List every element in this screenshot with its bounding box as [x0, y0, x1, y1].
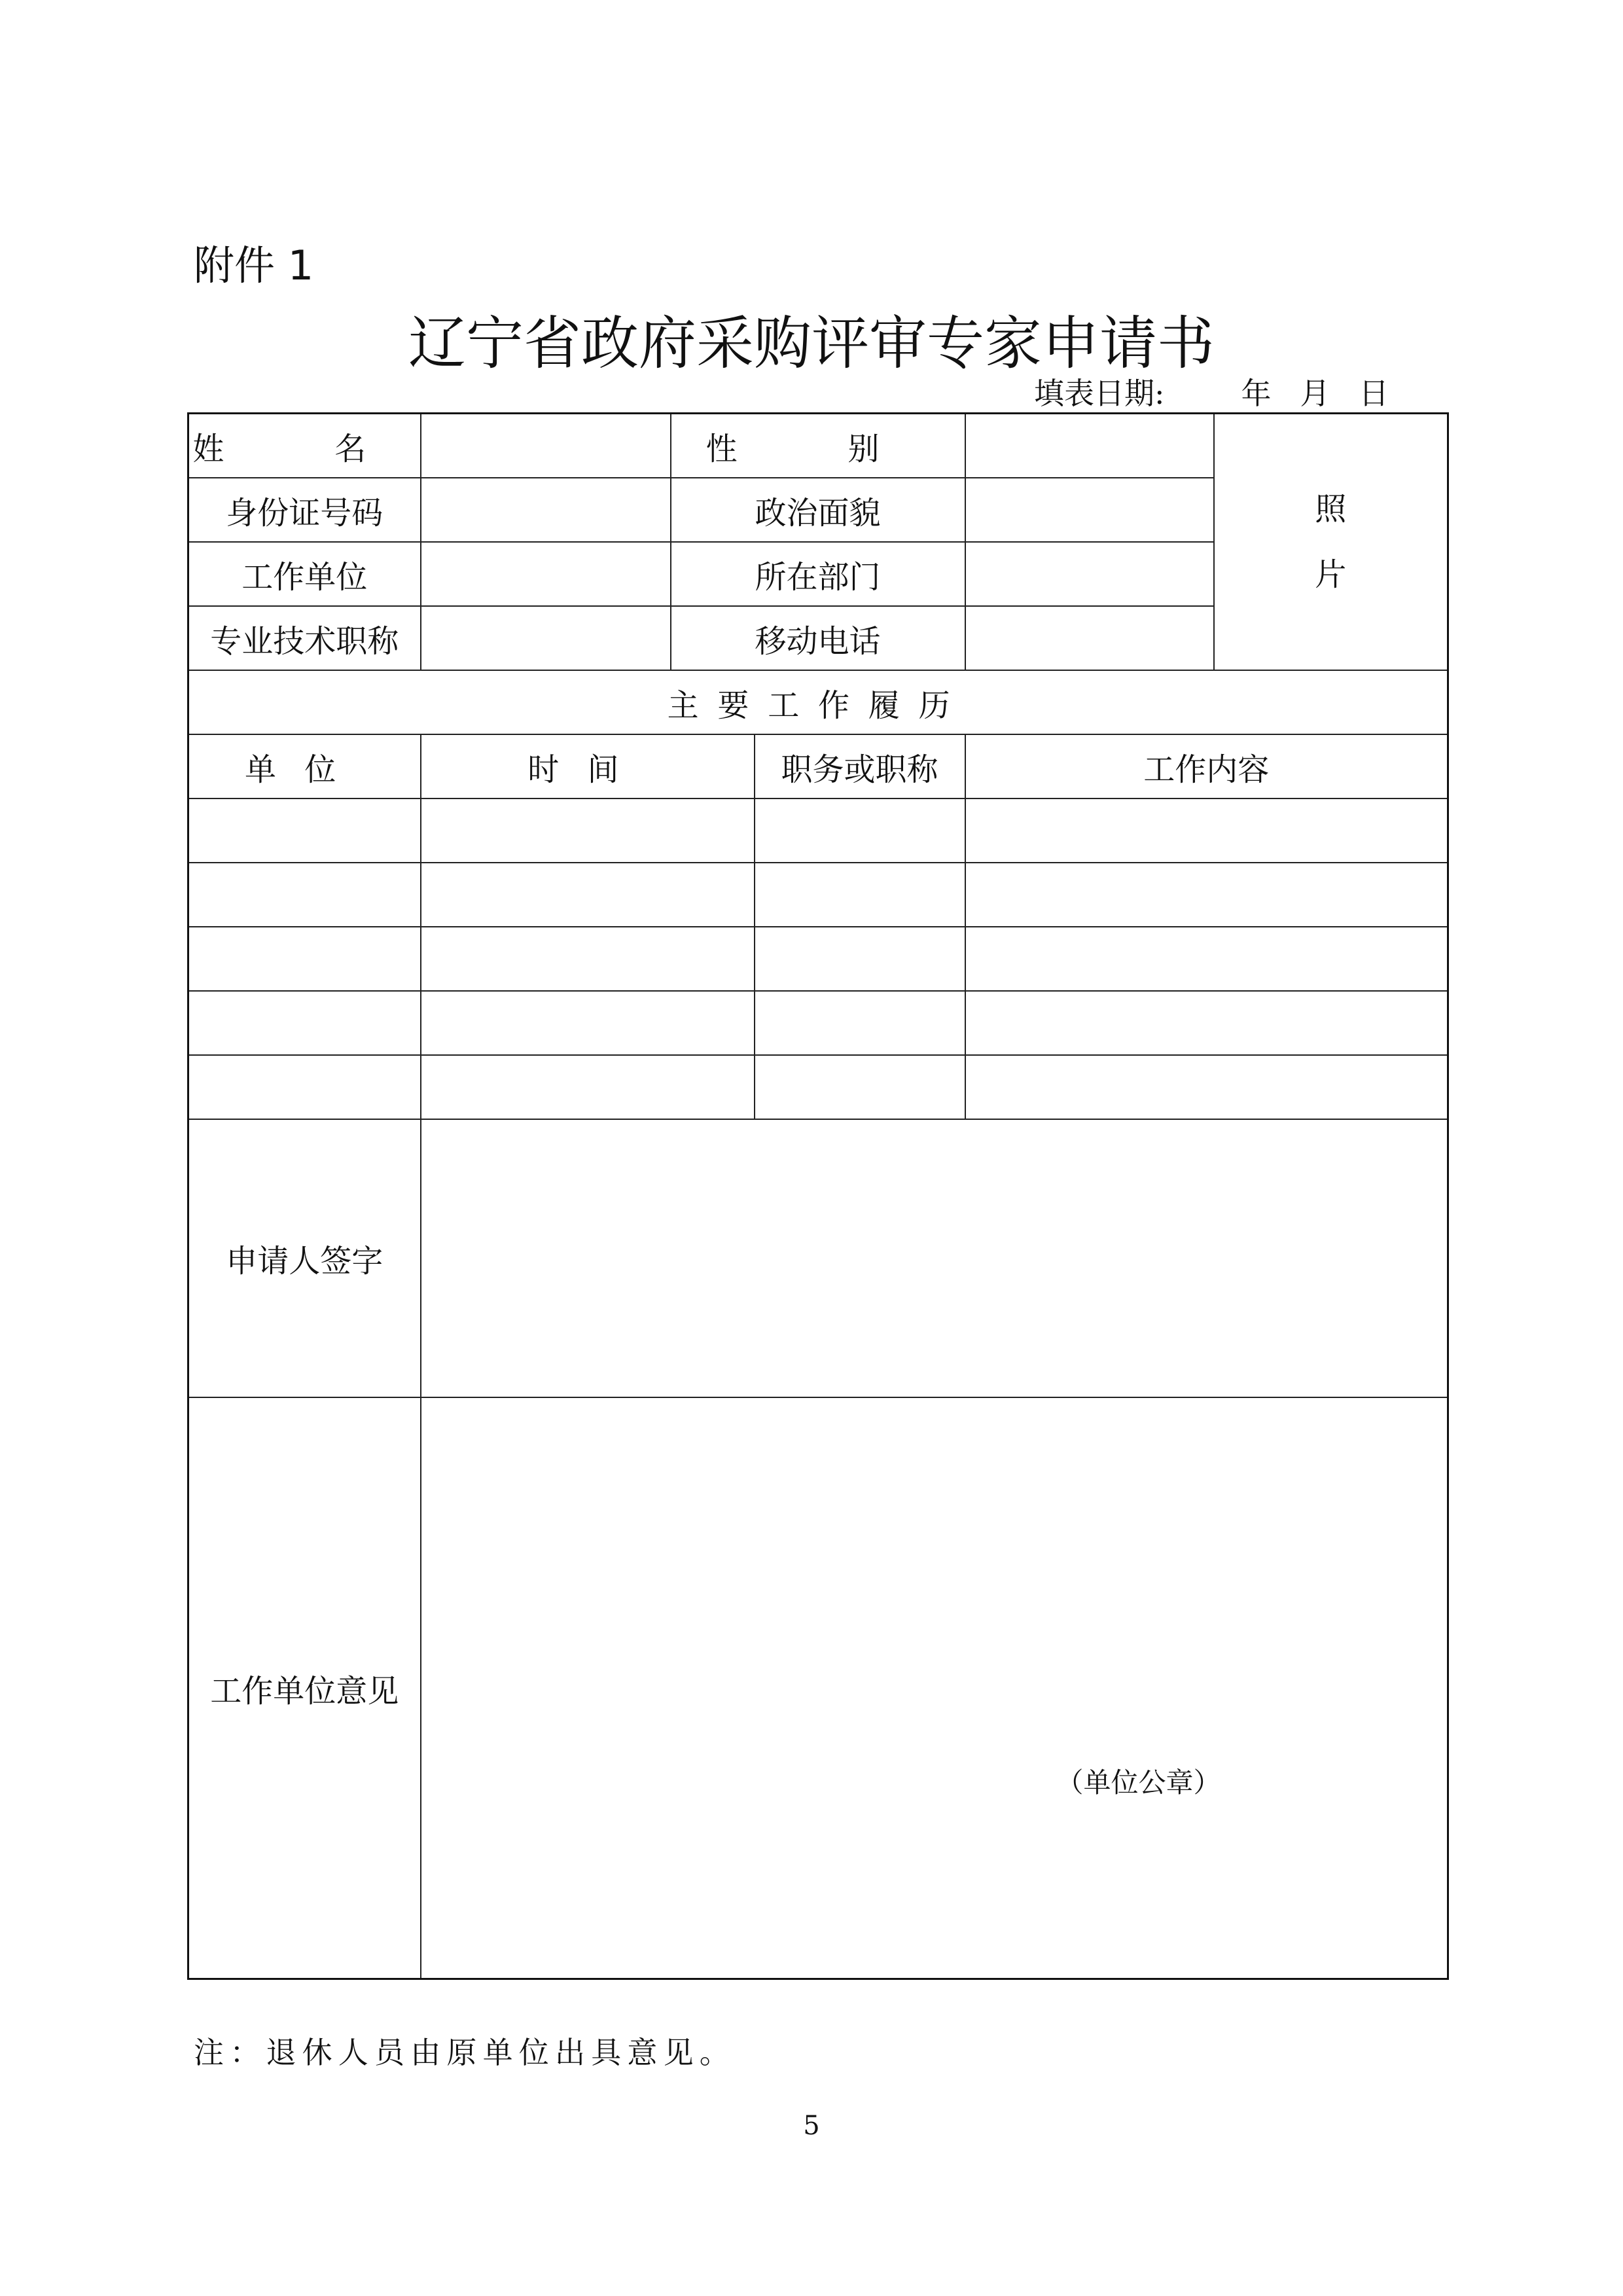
footnote: 注：退休人员由原单位出具意见。	[194, 2035, 736, 2070]
fill-date: 填表日期: 年 月 日	[1034, 376, 1389, 411]
history-cell-position[interactable]	[755, 927, 965, 991]
row-signature	[188, 1119, 1448, 1397]
political-status-field[interactable]	[965, 478, 1214, 542]
photo-box	[1214, 414, 1448, 671]
id-number-field[interactable]	[421, 478, 671, 542]
history-cell-time[interactable]	[421, 798, 755, 863]
signature-field[interactable]	[421, 1119, 1448, 1397]
mobile-label: 移动电话	[671, 606, 965, 670]
history-row	[188, 991, 1448, 1055]
history-cell-time[interactable]	[421, 863, 755, 927]
row-opinion	[188, 1397, 1448, 1979]
unit-seal-label: （单位公章）	[1056, 1767, 1221, 1799]
work-history-title: 主要工作履历	[188, 670, 1448, 734]
professional-title-label: 专业技术职称	[188, 606, 421, 670]
history-row	[188, 863, 1448, 927]
photo-label-1: 照	[1315, 491, 1347, 528]
history-header-position: 职务或职称	[755, 734, 965, 798]
history-cell-unit[interactable]	[188, 863, 421, 927]
name-field[interactable]	[421, 414, 671, 478]
employer-field[interactable]	[421, 542, 671, 606]
history-cell-time[interactable]	[421, 927, 755, 991]
mobile-field[interactable]	[965, 606, 1214, 670]
history-cell-content[interactable]	[965, 798, 1448, 863]
department-label: 所在部门	[671, 542, 965, 606]
history-cell-position[interactable]	[755, 1055, 965, 1119]
history-row	[188, 798, 1448, 863]
row-history-header	[188, 734, 1448, 798]
history-row	[188, 927, 1448, 991]
employer-label: 工作单位	[188, 542, 421, 606]
history-header-content: 工作内容	[965, 734, 1448, 798]
history-cell-position[interactable]	[755, 863, 965, 927]
employer-opinion-label: 工作单位意见	[188, 1397, 421, 1979]
attachment-label: 附件 1	[194, 242, 314, 289]
professional-title-field[interactable]	[421, 606, 671, 670]
history-cell-unit[interactable]	[188, 1055, 421, 1119]
form-title: 辽宁省政府采购评审专家申请书	[408, 310, 1215, 377]
history-cell-content[interactable]	[965, 991, 1448, 1055]
row-name	[188, 414, 1448, 478]
history-cell-content[interactable]	[965, 927, 1448, 991]
history-cell-content[interactable]	[965, 1055, 1448, 1119]
history-header-time: 时间	[421, 734, 755, 798]
gender-field[interactable]	[965, 414, 1214, 478]
history-cell-position[interactable]	[755, 991, 965, 1055]
signature-label: 申请人签字	[188, 1119, 421, 1397]
id-number-label: 身份证号码	[188, 478, 421, 542]
row-history-title	[188, 670, 1448, 734]
name-label: 姓 名	[188, 414, 421, 478]
history-cell-time[interactable]	[421, 991, 755, 1055]
history-cell-time[interactable]	[421, 1055, 755, 1119]
page-number: 5	[803, 2111, 820, 2141]
political-status-label: 政治面貌	[671, 478, 965, 542]
history-row	[188, 1055, 1448, 1119]
history-header-unit: 单位	[188, 734, 421, 798]
department-field[interactable]	[965, 542, 1214, 606]
history-cell-unit[interactable]	[188, 927, 421, 991]
photo-label-2: 片	[1315, 556, 1347, 593]
history-cell-position[interactable]	[755, 798, 965, 863]
history-cell-unit[interactable]	[188, 798, 421, 863]
history-cell-content[interactable]	[965, 863, 1448, 927]
application-form-table	[187, 412, 1449, 1980]
employer-opinion-field[interactable]	[421, 1397, 1448, 1979]
gender-label: 性 别	[671, 414, 965, 478]
history-cell-unit[interactable]	[188, 991, 421, 1055]
